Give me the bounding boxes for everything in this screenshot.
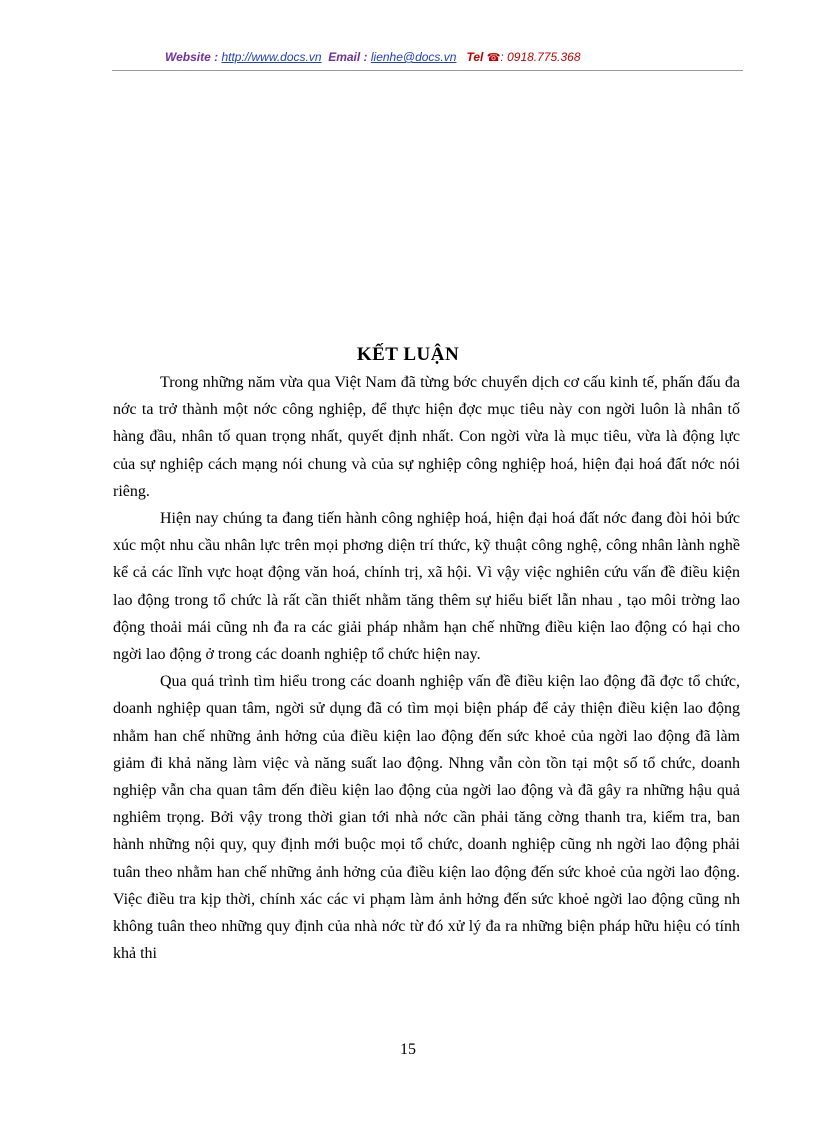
tel-number: : 0918.775.368 bbox=[500, 50, 581, 64]
paragraph-1: Trong những năm vừa qua Việt Nam đã từng bớc chuyển dịch cơ cấu kinh tế, phấn đấu đa nớc ta trở thành một nớc công nghiệp, để thực hiện đợc mục tiêu này con ngời luôn là nhân tố hàng đầu, nhân tố quan trọng nhất, quyết định nhất. Con ngời vừa là mục tiêu, vừa là động lực của sự nghiệp cách mạng nói chung và của sự nghiệp công nghiệp hoá, hiện đại hoá đất nớc nói riêng. bbox=[113, 374, 740, 500]
email-separator: : bbox=[360, 50, 371, 64]
page-header bbox=[165, 50, 581, 64]
email-label: Email bbox=[328, 50, 361, 64]
paragraph-2: Hiện nay chúng ta đang tiến hành công nghiệp hoá, hiện đại hoá đất nớc đang đòi hỏi bức xúc một nhu cầu nhân lực trên mọi phơng diện trí thức, kỹ thuật công nghệ, công nhân lành nghề kể cả các lĩnh vực hoạt động văn hoá, chính trị, xã hội. Vì vậy việc nghiên cứu vấn đề điều kiện lao động trong tổ chức là rất cần thiết nhằm tăng thêm sự hiểu biết lẫn nhau , tạo môi trờng lao động thoải mái cũng nh đa ra các giải pháp nhằm hạn chế những điều kiện lao động có hại cho ngời lao động ở trong các doanh nghiệp tổ chức hiện nay. bbox=[113, 510, 740, 664]
email-link[interactable]: lienhe@docs.vn bbox=[370, 50, 457, 64]
website-link[interactable]: http://www.docs.vn bbox=[221, 50, 322, 64]
tel-label: Tel bbox=[466, 50, 484, 64]
page-number: 15 bbox=[400, 1041, 416, 1058]
phone-icon: ☎ bbox=[486, 52, 501, 64]
website-separator: : bbox=[210, 50, 222, 64]
document-body bbox=[113, 369, 740, 967]
document-title: KẾT LUẬN bbox=[356, 344, 460, 365]
paragraph-3: Qua quá trình tìm hiểu trong các doanh nghiệp vấn đề điều kiện lao động đã đợc tổ chức, doanh nghiệp quan tâm, ngời sử dụng đã có tìm mọi biện pháp để cảy thiện điều kiện lao động nhằm han chế những ảnh hởng của điều kiện lao động đến sức khoẻ của ngời lao động đã làm giảm đi khả năng làm việc và năng suất lao động. Nhng vẫn còn tồn tại một số tổ chức, doanh nghiệp vẫn cha quan tâm đến điều kiện lao động của ngời lao động và đã gây ra những hậu quả nghiêm trọng. Bởi vậy trong thời gian tới nhà nớc cần phải tăng cờng thanh tra, kiểm tra, ban hành những nội quy, quy định mới buộc mọi tổ chức, doanh nghiệp cũng nh ngời lao động phải tuân theo nhằm han chế những ảnh hởng của điều kiện lao động đến sức khoẻ của ngời lao động. Việc điều tra kịp thời, chính xác các vi phạm làm ảnh hởng đến sức khoẻ ngời lao động cũng nh không tuân theo những quy định của nhà nớc từ đó xử lý đa ra những biện pháp hữu hiệu có tính khả thi bbox=[113, 673, 740, 963]
website-label: Website bbox=[165, 50, 211, 64]
header-divider bbox=[112, 70, 743, 71]
